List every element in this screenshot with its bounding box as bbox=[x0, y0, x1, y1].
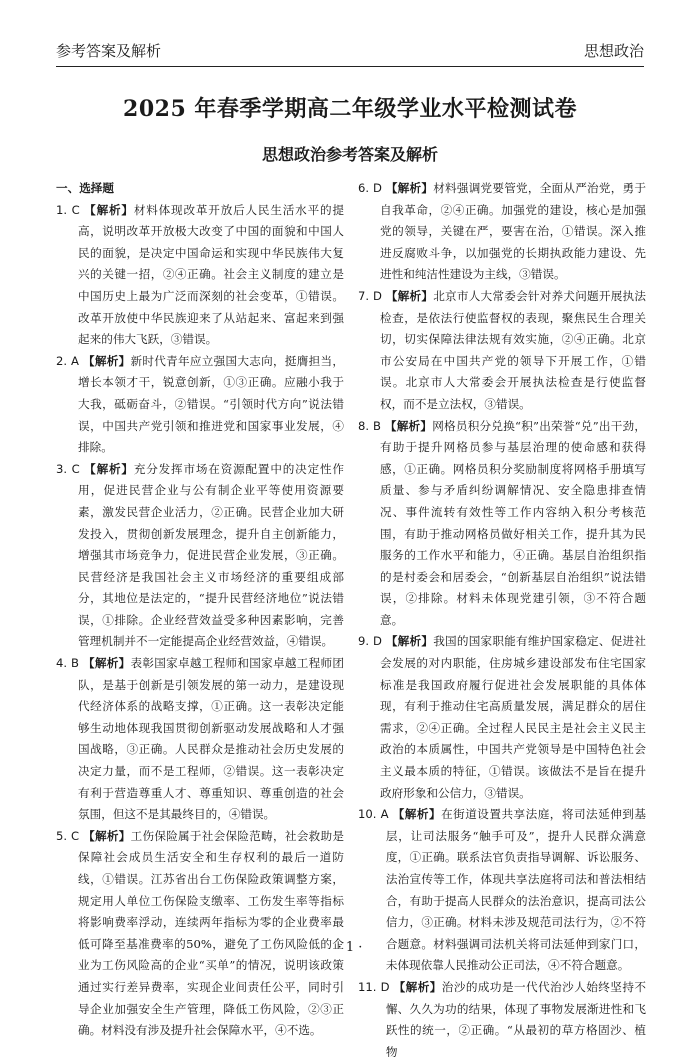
right-column bbox=[358, 178, 646, 1063]
question-number: 3. C bbox=[56, 461, 85, 476]
analysis-tag: 【解析】 bbox=[385, 288, 434, 303]
question-number: 9. D bbox=[358, 634, 386, 649]
running-header bbox=[56, 40, 644, 64]
analysis-tag: 【解析】 bbox=[385, 634, 434, 649]
analysis-text: 新时代青年应立强国大志向，挺膺担当，增长本领才干，锐意创新，①③正确。应融小我于大我，砥砺奋斗，②错误。“引领时代方向”说法错误，中国共产党引领和推进党和国家事业发展，④排除。 bbox=[78, 353, 344, 455]
question-number: 5. C bbox=[56, 828, 84, 843]
question-number: 1. C bbox=[56, 202, 85, 217]
analysis-text: 北京市人大常委会针对养犬问题开展执法检查，是依法行使监督权的表现，聚焦民生合理关切，切实保障法律法规有效实施，②④正确。北京市公安局在中国共产党的领导下开展工作，①错误。北京市人大常委会开展执法检查是行使监督权，而不是立法权，③错误。 bbox=[380, 288, 646, 411]
analysis-text: 网格员积分兑换“积”出荣誉“兑”出干劲，有助于提升网格员参与基层治理的使命感和获得感，①正确。网格员积分奖励制度将网格手册填写质量、参与矛盾纠纷调解情况、安全隐患排查情况、事件流转有效性等工作内容纳入积分考核范围，有助于推动网格员做好相关工作，提升其为民服务的工作水平和能力，④正确。基层自治组织指的是村委会和居委会，“创新基层自治组织”说法错误，②排除。材料未体现党建引领，③不符合题意。 bbox=[380, 418, 646, 627]
analysis-text: 在街道设置共享法庭，将司法延伸到基层，让司法服务“触手可及”，提升人民群众满意度，①正确。联系法官负责指导调解、诉讼服务、法治宣传等工作，体现共享法庭将司法和普法相结合，有助于提高人民群众的法治意识，提高司法公信力，③正确。材料未涉及规范司法行为，②不符合题意。材料强调司法机关将司法延伸到家门口，未体现依靠人民推动公正司法，④不符合题意。 bbox=[385, 807, 646, 973]
question-item bbox=[56, 200, 344, 351]
analysis-tag: 【解析】 bbox=[84, 202, 134, 217]
analysis-text: 治沙的成功是一代代治沙人始终坚持不懈、久久为功的结果，体现了事物发展渐进性和飞跃性的统一，②正确。“从最初的草方格固沙、植物 bbox=[385, 979, 646, 1059]
analysis-tag: 【解析】 bbox=[393, 979, 442, 994]
question-number: 7. D bbox=[358, 288, 386, 303]
question-number: 4. B bbox=[56, 656, 83, 671]
question-item bbox=[56, 653, 344, 826]
question-number: 11. D bbox=[358, 979, 394, 994]
page-number: · 1 · bbox=[337, 940, 363, 955]
question-item bbox=[358, 631, 646, 804]
question-item bbox=[358, 286, 646, 416]
analysis-text: 材料体现改革开放后人民生活水平的提高，说明改革开放极大改变了中国的面貌和中国人民的面貌，是决定中国命运和实现中华民族伟大复兴的关键一招，②④正确。社会主义制度的建立是中国历史上最为广泛而深刻的社会变革，①错误。改革开放使中华民族迎来了从站起来、富起来到强起来的伟大飞跃，③错误。 bbox=[78, 202, 344, 347]
page-subtitle: 思想政治参考答案及解析 bbox=[261, 145, 438, 164]
header-right: 思想政治 bbox=[583, 42, 644, 60]
header-rule bbox=[56, 66, 644, 67]
question-item bbox=[358, 977, 646, 1063]
analysis-tag: 【解析】 bbox=[82, 353, 131, 368]
question-number: 10. A bbox=[358, 807, 393, 822]
question-item bbox=[56, 826, 344, 1042]
header-left: 参考答案及解析 bbox=[56, 42, 162, 60]
question-number: 6. D bbox=[358, 181, 386, 195]
analysis-text: 工伤保险属于社会保险范畴，社会救助是保障社会成员生活安全和生存权利的最后一道防线，①错误。江苏省出台工伤保险政策调整方案，规定用人单位工伤保险支缴率、工伤发生率等指标将影响费率浮动，连续两年指标为零的企业费率最低可降至基准费率的50%，避免了工伤风险低的企业为工伤风险高的企业“买单”的情况，说明该政策通过实行差异费率，实现企业间责任公平，同时引导企业加强安全生产管理，降低工伤风险，②③正确。材料没有涉及提升社会保障水平，④不选。 bbox=[78, 828, 344, 1038]
question-item bbox=[56, 459, 344, 653]
analysis-tag: 【解析】 bbox=[83, 828, 131, 843]
question-number: 8. B bbox=[358, 418, 385, 433]
analysis-tag: 【解析】 bbox=[385, 181, 434, 195]
left-column bbox=[56, 178, 344, 1042]
analysis-tag: 【解析】 bbox=[82, 656, 131, 671]
page-title: 2025 年春季学期高二年级学业水平检测试卷 bbox=[123, 96, 577, 122]
section-heading: 一、选择题 bbox=[56, 181, 114, 195]
analysis-text: 表彰国家卓越工程师和国家卓越工程师团队，是基于创新是引领发展的第一动力，是建设现代经济体系的战略支撑，①正确。这一表彰决定能够生动地体现我国贯彻创新驱动发展战略和人才强国战略，③正确。人民群众是推动社会历史发展的决定力量，而不是工程师，②错误。这一表彰决定有利于营造尊重人才、尊重知识、尊重创造的社会氛围，但这不是其最终目的，④错误。 bbox=[78, 656, 344, 822]
analysis-text: 我国的国家职能有维护国家稳定、促进社会发展的对内职能，住房城乡建设部发布住宅国家标准是我国政府履行促进社会发展职能的具体体现，有利于推动住宅高质量发展，满足群众的居住需求，②④正确。全过程人民民主是社会主义民主政治的本质属性，中国共产党领导是中国特色社会主义最本质的特征，①错误。该做法不是旨在提升政府形象和公信力，③错误。 bbox=[380, 634, 646, 800]
question-item bbox=[56, 351, 344, 459]
analysis-text: 充分发挥市场在资源配置中的决定性作用，促进民营企业与公有制企业平等使用资源要素，激发民营企业活力，②正确。民营企业加大研发投入，贯彻创新发展理念，提升自主创新能力，增强其市场竞争力，促进民营企业发展，③正确。民营经济是我国社会主义市场经济的重要组成部分，其地位是法定的，“提升民营经济地位”说法错误，①排除。企业经营效益受多种因素影响，完善管理机制并不一定能提高企业经营效益，④错误。 bbox=[78, 461, 344, 649]
question-item bbox=[358, 178, 646, 286]
analysis-tag: 【解析】 bbox=[392, 807, 442, 822]
analysis-tag: 【解析】 bbox=[384, 418, 433, 433]
question-item bbox=[358, 416, 646, 632]
analysis-tag: 【解析】 bbox=[84, 461, 134, 476]
question-number: 2. A bbox=[56, 353, 83, 368]
analysis-text: 材料强调党要管党，全面从严治党，勇于自我革命，②④正确。加强党的建设，核心是加强党的领导，关键在严，要害在治，①错误。深入推进反腐败斗争，以加强党的长期执政能力建设、先进性和纯洁性建设为主线，③错误。 bbox=[380, 181, 646, 282]
